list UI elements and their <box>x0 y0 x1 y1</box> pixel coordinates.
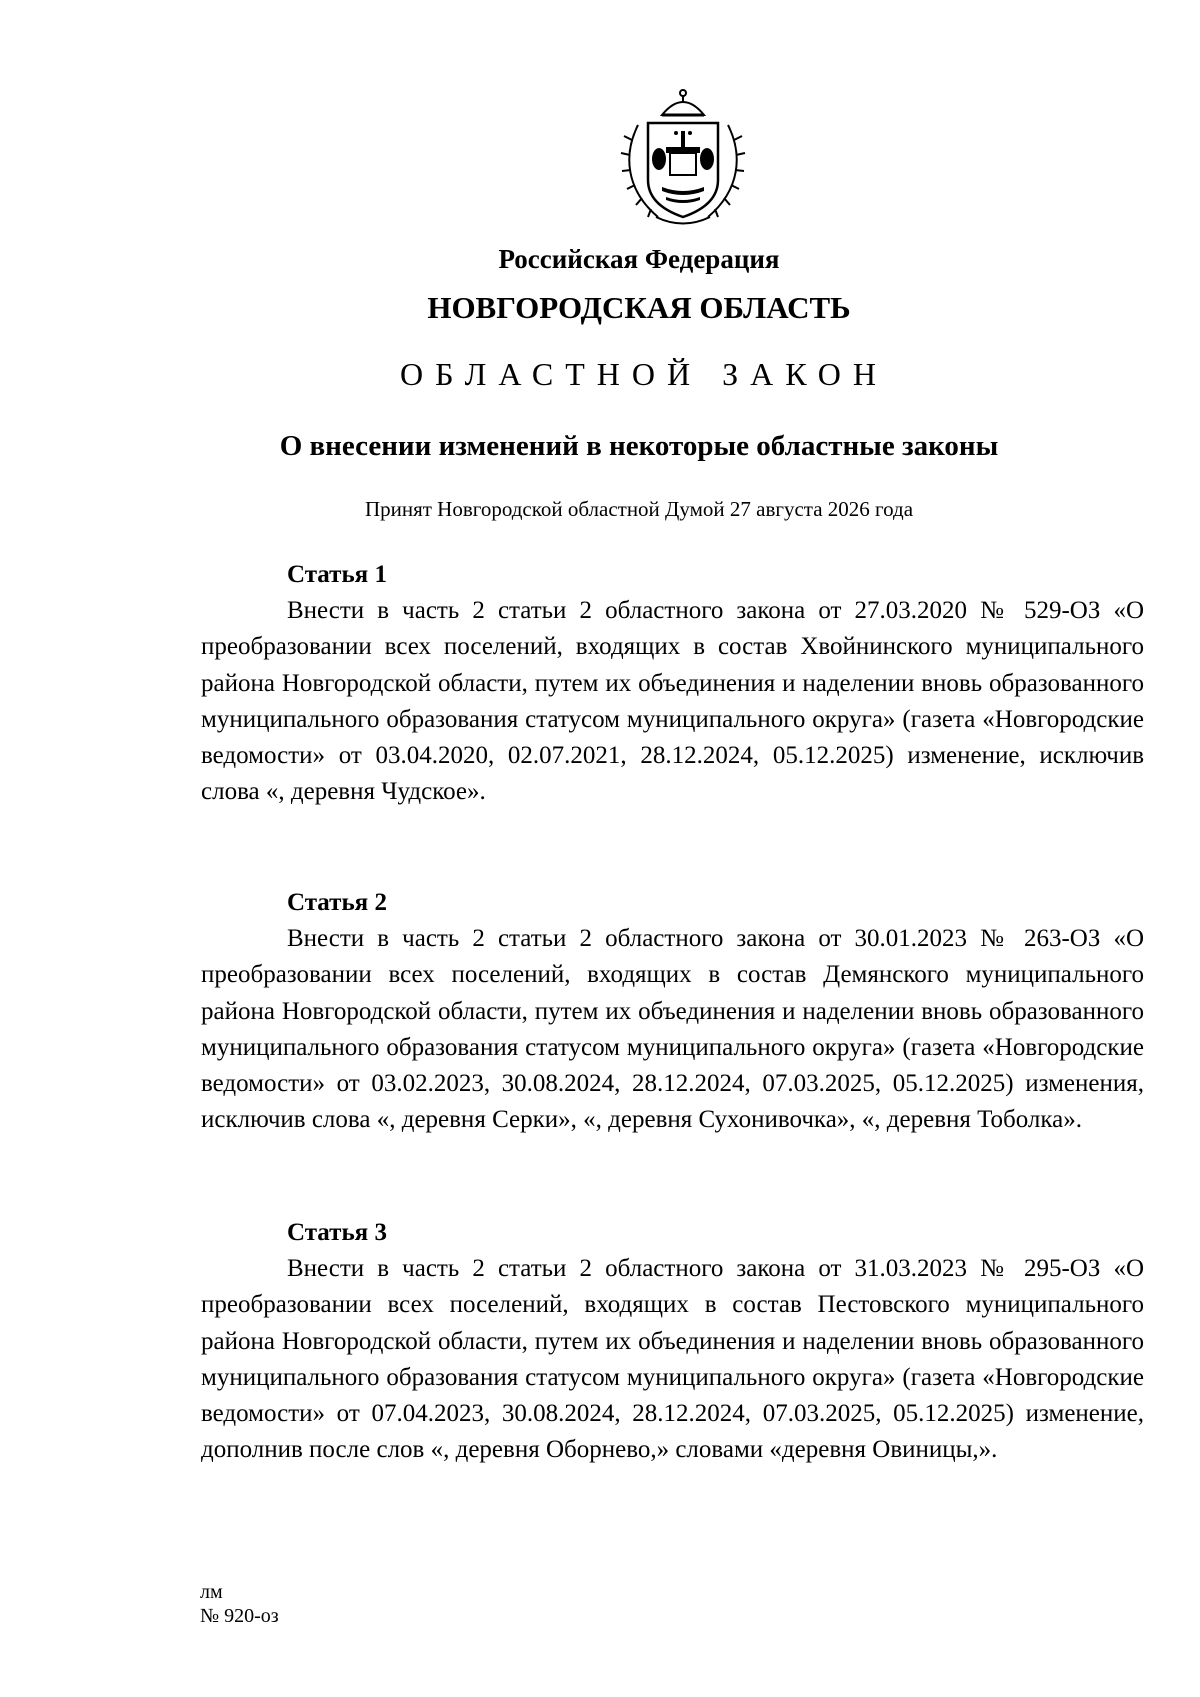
article-1 <box>201 557 1144 811</box>
footer-number: № 920-оз <box>200 1605 279 1627</box>
article-text: Внести в часть 2 статьи 2 областного закона от 27.03.2020 № 529-ОЗ «О преобразовании всех поселений, входящих в состав Хвойнинского муниципального района Новгородской области, путем их объединения и наделении вновь образованного муниципального образования статусом муниципального округа» (газета «Новгородские ведомости» от 03.04.2020, 02.07.2021, 28.12.2024, 05.12.2025) изменение, исключив слова «, деревня Чудское». <box>201 597 1144 806</box>
article-heading: Статья 3 <box>287 1219 387 1246</box>
law-title: О внесении изменений в некоторые областные законы <box>279 430 999 462</box>
coat-of-arms-icon <box>618 85 748 230</box>
region-name: НОВГОРОДСКАЯ ОБЛАСТЬ <box>427 290 851 325</box>
document-footer <box>200 1580 279 1628</box>
article-heading: Статья 1 <box>287 561 387 588</box>
article-text: Внести в часть 2 статьи 2 областного закона от 30.01.2023 № 263-ОЗ «О преобразовании всех поселений, входящих в состав Демянского муниципального района Новгородской области, путем их объединения и наделении вновь образованного муниципального образования статусом муниципального округа» (газета «Новгородские ведомости» от 03.02.2023, 30.08.2024, 28.12.2024, 07.03.2025, 05.12.2025) изменения, исключив слова «, деревня Серки», «, деревня Сухонивочка», «, деревня Тоболка». <box>201 925 1144 1134</box>
article-3 <box>201 1215 1144 1469</box>
country-name: Российская Федерация <box>498 244 780 274</box>
article-text: Внести в часть 2 статьи 2 областного закона от 31.03.2023 № 295-ОЗ «О преобразовании всех поселений, входящих в состав Пестовского муниципального района Новгородской области, путем их объединения и наделении вновь образованного муниципального образования статусом муниципального округа» (газета «Новгородские ведомости» от 07.04.2023, 30.08.2024, 28.12.2024, 07.03.2025, 05.12.2025) изменение, дополнив после слов «, деревня Оборнево,» словами «деревня Овиницы,». <box>201 1255 1144 1464</box>
article-heading: Статья 2 <box>287 889 387 916</box>
footer-initials: лм <box>200 1581 223 1603</box>
law-type: ОБЛАСТНОЙ ЗАКОН <box>399 356 889 392</box>
article-2 <box>201 885 1144 1139</box>
adoption-note: Принят Новгородской областной Думой 27 августа 2026 года <box>364 497 914 521</box>
